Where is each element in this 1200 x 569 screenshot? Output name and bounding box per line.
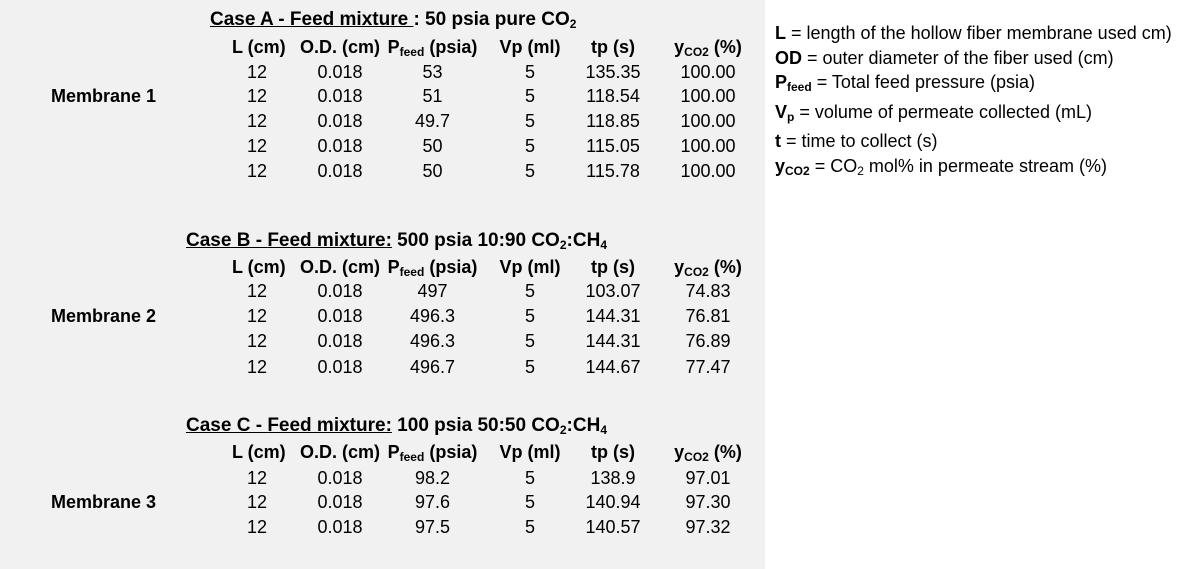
table-cell: 5 <box>524 136 535 156</box>
table-cell: 5 <box>524 111 535 131</box>
table-cell: 115.78 <box>586 161 640 181</box>
table-cell: 100.00 <box>680 161 736 181</box>
table-cell: 0.018 <box>317 111 363 131</box>
header-permeate-volume: Vp (ml) <box>499 442 561 462</box>
header-co2-fraction: $y_{CO2}$ (%) <box>674 442 742 464</box>
table-cell: 53 <box>422 62 443 82</box>
table-cell: 5 <box>524 161 535 181</box>
table-cell: 0.018 <box>317 492 363 512</box>
legend-co2-fraction: $y_{CO2} = CO_2$ mol% in permeate stream (%) <box>775 155 1107 178</box>
table-cell: 144.31 <box>585 306 641 326</box>
table-cell: 5 <box>524 281 535 301</box>
table-cell: 12 <box>246 62 268 82</box>
header-length: L (cm) <box>232 442 286 462</box>
table-cell: 140.57 <box>585 517 641 537</box>
table-cell: 76.89 <box>685 331 731 351</box>
header-feed-pressure: $P_{feed}$ (psia) <box>387 257 478 279</box>
case-c-title: Case C - Feed mixture: 100 psia 50:50 $CO_2:CH_4$ <box>186 415 607 437</box>
table-cell: 97.32 <box>685 517 731 537</box>
header-co2-fraction: $y_{CO2}$ (%) <box>674 37 742 59</box>
table-cell: 98.2 <box>414 468 451 488</box>
table-cell: 118.85 <box>586 111 640 131</box>
header-permeate-volume: Vp (ml) <box>499 37 561 57</box>
table-cell: 138.9 <box>590 468 636 488</box>
table-cell: 5 <box>524 357 535 377</box>
case-b-title: Case B - Feed mixture: 500 psia 10:90 $CO_2:CH_4$ <box>186 230 607 252</box>
header-time: tp (s) <box>591 37 635 57</box>
table-cell: 103.07 <box>585 281 641 301</box>
table-cell: 0.018 <box>317 357 363 377</box>
table-cell: 144.31 <box>585 331 641 351</box>
header-feed-pressure: $P_{feed}$ (psia) <box>387 37 478 59</box>
table-cell: 12 <box>246 468 268 488</box>
table-cell: 50 <box>422 136 443 156</box>
header-length: L (cm) <box>232 257 286 277</box>
table-cell: 135.35 <box>585 62 641 82</box>
table-cell: 496.7 <box>409 357 456 377</box>
header-co2-fraction: $y_{CO2}$ (%) <box>674 257 742 279</box>
table-cell: 12 <box>246 517 268 537</box>
table-cell: 5 <box>524 517 535 537</box>
table-cell: 12 <box>246 161 268 181</box>
header-time: tp (s) <box>591 257 635 277</box>
header-outer-diameter: O.D. (cm) <box>300 257 381 277</box>
table-cell: 0.018 <box>317 306 363 326</box>
table-cell: 144.67 <box>585 357 641 377</box>
table-cell: 0.018 <box>317 281 363 301</box>
table-cell: 100.00 <box>680 136 736 156</box>
case-a-title: Case A - Feed mixture : 50 psia pure $CO_2$ <box>210 9 577 31</box>
table-cell: 97.6 <box>414 492 451 512</box>
table-cell: 5 <box>524 468 535 488</box>
table-cell: 50 <box>422 161 443 181</box>
table-cell: 0.018 <box>317 161 363 181</box>
table-cell: 140.94 <box>585 492 641 512</box>
table-cell: 97.5 <box>414 517 451 537</box>
table-cell: 97.30 <box>685 492 731 512</box>
legend-permeate-volume: $V_p$ = volume of permeate collected (mL) <box>775 101 1092 124</box>
table-cell: 76.81 <box>685 306 731 326</box>
header-permeate-volume: Vp (ml) <box>499 257 561 277</box>
table-cell: 0.018 <box>317 62 363 82</box>
membrane-1-label: Membrane 1 <box>51 86 157 106</box>
table-cell: 100.00 <box>680 62 736 82</box>
table-cell: 0.018 <box>317 136 363 156</box>
table-cell: 496.3 <box>409 331 456 351</box>
membrane-2-label: Membrane 2 <box>51 306 157 326</box>
table-cell: 0.018 <box>317 331 363 351</box>
table-cell: 12 <box>246 357 268 377</box>
table-cell: 97.01 <box>685 468 731 488</box>
legend-feed-pressure: $P_{feed}$ = Total feed pressure (psia) <box>775 72 1035 94</box>
header-time: tp (s) <box>591 442 635 462</box>
table-cell: 5 <box>524 306 535 326</box>
legend-length: L = length of the hollow fiber membrane used cm) <box>775 23 1172 43</box>
table-cell: 12 <box>246 306 268 326</box>
table-cell: 0.018 <box>317 517 363 537</box>
header-length: L (cm) <box>232 37 286 57</box>
membrane-3-label: Membrane 3 <box>51 492 157 512</box>
table-cell: 12 <box>246 492 268 512</box>
table-cell: 496.3 <box>409 306 456 326</box>
legend-time: t = time to collect (s) <box>775 131 938 151</box>
header-feed-pressure: $P_{feed}$ (psia) <box>387 442 478 464</box>
legend <box>775 21 1195 183</box>
table-cell: 51 <box>422 86 443 106</box>
table-cell: 5 <box>524 62 535 82</box>
table-cell: 0.018 <box>317 468 363 488</box>
table-cell: 12 <box>246 86 268 106</box>
table-cell: 100.00 <box>680 86 736 106</box>
table-cell: 100.00 <box>680 111 736 131</box>
table-cell: 118.54 <box>586 86 640 106</box>
header-outer-diameter: O.D. (cm) <box>300 442 381 462</box>
table-cell: 74.83 <box>685 281 731 301</box>
legend-outer-diameter: OD = outer diameter of the fiber used (cm) <box>775 47 1114 68</box>
table-cell: 115.05 <box>586 136 640 156</box>
table-cell: 0.018 <box>317 86 363 106</box>
table-cell: 12 <box>246 111 268 131</box>
table-cell: 5 <box>524 492 535 512</box>
header-outer-diameter: O.D. (cm) <box>300 37 381 57</box>
table-cell: 5 <box>524 331 535 351</box>
table-cell: 5 <box>524 86 535 106</box>
table-cell: 12 <box>246 281 268 301</box>
table-cell: 12 <box>246 331 268 351</box>
table-cell: 49.7 <box>414 111 451 131</box>
table-cell: 77.47 <box>685 357 731 377</box>
table-cell: 12 <box>246 136 268 156</box>
table-cell: 497 <box>417 281 448 301</box>
